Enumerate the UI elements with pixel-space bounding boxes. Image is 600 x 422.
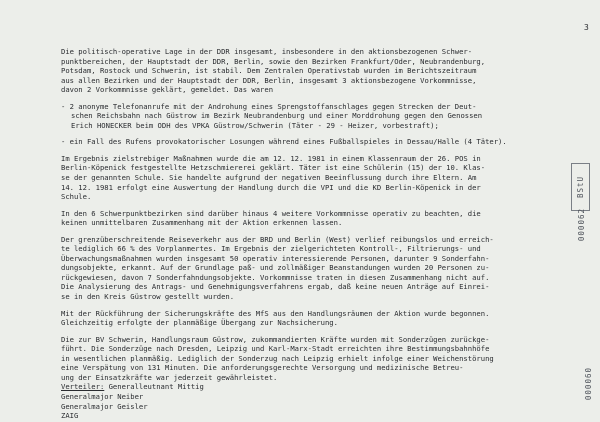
text-line: se in den Kreis Güstrow gestellt wurden. (61, 292, 235, 302)
text-line: 14. 12. 1981 erfolgt eine Auswertung der Handlung durch die VPI und die KD Berlin-Köpenick in der (61, 182, 481, 192)
text-line: te lediglich 66 % des Vorplanmertes. Im Ergebnis der zielgerichteten Kontroll-, Filtrierungs- und (61, 244, 481, 254)
text-line: punktbereichen, der Hauptstadt der DDR, Berlin, sowie den Bezirken Frankfurt/Oder, Neubrandenburg, (61, 56, 486, 66)
text-line: Potsdam, Rostock und Schwerin, ist stabil. Dem Zentralen Operativstab wurden im Berichtszeitraum (61, 66, 477, 76)
bv-schwerin-paragraph (61, 335, 561, 383)
border-traffic-paragraph (61, 235, 561, 302)
text-line: - 2 anonyme Telefonanrufe mit der Androhung eines Sprengstoffanschlages gegen Strecken der Deut- (61, 101, 477, 111)
text-line: davon 2 Vorkommnisse geklärt, gemeldet. Das waren (61, 85, 274, 95)
text-line: - ein Fall des Rufens provokatorischer Losungen während eines Fußballspieles in Dessau/Halle (4 Täter). (61, 137, 507, 147)
recipient: Generalleutnant Mittig (108, 382, 204, 392)
text-line: aus allen Bezirken und der Hauptstadt der DDR, Berlin, insgesamt 3 aktionsbezogene Vorkommnisse, (61, 75, 477, 85)
schwerpunkt-paragraph (61, 209, 561, 228)
text-line: führt. Die Sonderzüge nach Dresden, Leipzig und Karl-Marx-Stadt erreichten ihre Bestimmungsbahnhöfe (61, 344, 490, 354)
text-line: keinen unmittelbaren Zusammenhang mit der Aktion erkennen lassen. (61, 218, 343, 228)
intro-paragraph (61, 47, 561, 95)
text-line: se der genannten Schule. Sie handelte aufgrund der negativen Beeinflussung durch ihre Eltern. Am (61, 173, 477, 183)
return-paragraph (61, 309, 561, 328)
text-line: Schule. (61, 192, 92, 202)
text-line: dungsobjekte, erkannt. Auf der Grundlage paß- und zollmäßiger Beanstandungen wurden 20 Personen zu- (61, 263, 490, 273)
text-line: Die Analysierung des Antrags- und Genehmigungsverfahrens ergab, daß keine neuen Anträge auf Einrei- (61, 282, 490, 292)
text-line: Der grenzüberschreitende Reiseverkehr aus der BRD und Berlin (West) verlief reibungslos und erreich- (61, 234, 494, 244)
text-line: Die zur BV Schwerin, Handlungsraum Güstrow, zukommandierten Kräfte wurden mit Sonderzügen zurückge- (61, 334, 490, 344)
result-paragraph (61, 154, 561, 202)
text-line: Gleichzeitig erfolgte der planmäßige Übergang zur Nachsicherung. (61, 318, 338, 328)
text-line: eine Verspätung von 131 Minuten. Die anforderungsgerechte Versorgung und medizinische Betreu- (61, 363, 464, 373)
distribution-label: Verteiler: (61, 382, 105, 392)
text-line: Berlin-Köpenick festgestellte Hetzschmiererei geklärt. Täter ist eine Schülerin (15) der 10. Klas- (61, 163, 486, 173)
archive-number: 000062 (577, 208, 586, 242)
text-line: Erich HONECKER beim ODH des VPKA Güstrow/Schwerin (Täter - 29 - Heizer, vorbestraft); (71, 120, 439, 130)
text-line: Überwachungsmaßnahmen wurden insgesamt 50 operativ interessierende Personen, darunter 9 Sonderfahn- (61, 253, 490, 263)
text-line: ung der Einsatzkräfte war jederzeit gewährleistet. (61, 372, 278, 382)
recipient: Generalmajor Neiber (61, 391, 144, 401)
recipient: ZAIG (61, 411, 79, 421)
archive-number-2: 000060 (584, 367, 593, 401)
recipient: Generalmajor Geisler (61, 401, 148, 411)
bullet-item-threats (61, 102, 561, 131)
text-line: Mit der Rückführung der Sicherungskräfte des MfS aus den Handlungsräumen der Aktion wurde begonnen. (61, 308, 490, 318)
text-line: schen Reichsbahn nach Güstrow im Bezirk Neubrandenburg und einer Morddrohung gegen den Genossen (71, 111, 483, 121)
text-line: In den 6 Schwerpunktbezirken sind darüber hinaus 4 weitere Vorkommnisse operativ zu beachten, die (61, 208, 481, 218)
document-body (61, 47, 561, 421)
page-number: 3 (584, 23, 589, 32)
distribution-list (61, 382, 561, 420)
text-line: in wesentlichen planmäßig. Lediglich der Sonderzug nach Leipzig erhielt infolge einer Weichenstörung (61, 353, 494, 363)
text-line: Die politisch-operative Lage in der DDR insgesamt, insbesondere in den aktionsbezogenen Schwer- (61, 47, 473, 56)
bullet-item-slogans (61, 137, 561, 147)
archive-stamp: BStU (571, 163, 590, 211)
text-line: Im Ergebnis zielstrebiger Maßnahmen wurde die am 12. 12. 1981 in einem Klassenraum der 26. POS in (61, 153, 481, 163)
text-line: rückgewiesen, davon 7 Sonderfahndungsobjekte. Vorkommnisse traten in diesen Zusammenhang nicht auf. (61, 272, 490, 282)
